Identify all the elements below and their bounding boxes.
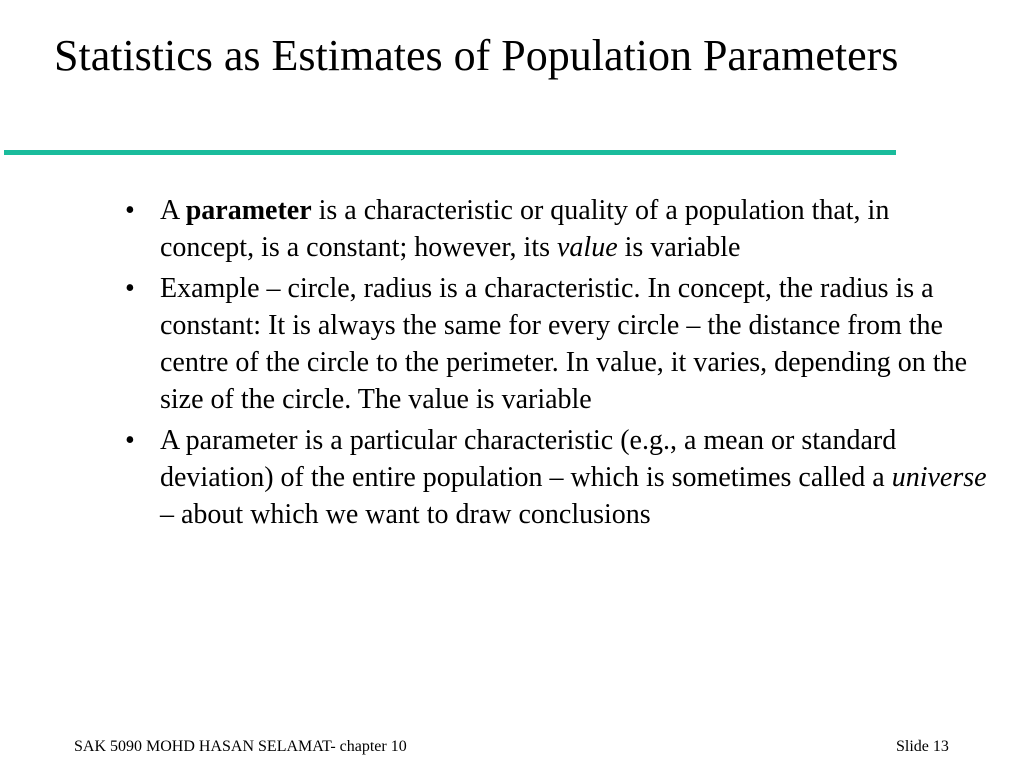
bullet-item [120, 422, 990, 533]
bullet-item [120, 270, 990, 418]
bullet-icon: • [125, 425, 135, 456]
footer-slide-number: Slide 13 [896, 738, 949, 755]
bullet-text-post: is variable [617, 232, 741, 263]
bullet-text-italic: universe [891, 462, 987, 493]
title-underline [4, 150, 896, 155]
bullet-text: Example – circle, radius is a characteristic. In concept, the radius is a constant: It is always the same for every circle – the distance from the centre of the circle to the perimeter. In value, it varies, depending on the size of the circle. The value is variable [160, 273, 968, 415]
bullet-text-mid: is a characteristic or quality of a population that, in concept, is a constant; however, its [160, 195, 890, 263]
bullet-list [120, 192, 990, 537]
bullet-icon: • [125, 195, 135, 226]
footer-course-label: SAK 5090 MOHD HASAN SELAMAT- chapter 10 [74, 738, 407, 755]
bullet-item [120, 192, 990, 266]
bullet-text-pre: A [160, 195, 186, 226]
bullet-text-italic: value [557, 232, 618, 263]
bullet-text-pre: A parameter is a particular characteristic (e.g., a mean or standard deviation) of the entire population – which is sometimes called a [160, 425, 897, 493]
bullet-icon: • [125, 273, 135, 304]
slide-title: Statistics as Estimates of Population Parameters [54, 31, 899, 80]
bullet-text-bold: parameter [185, 195, 312, 226]
bullet-text-post: – about which we want to draw conclusions [160, 499, 651, 530]
